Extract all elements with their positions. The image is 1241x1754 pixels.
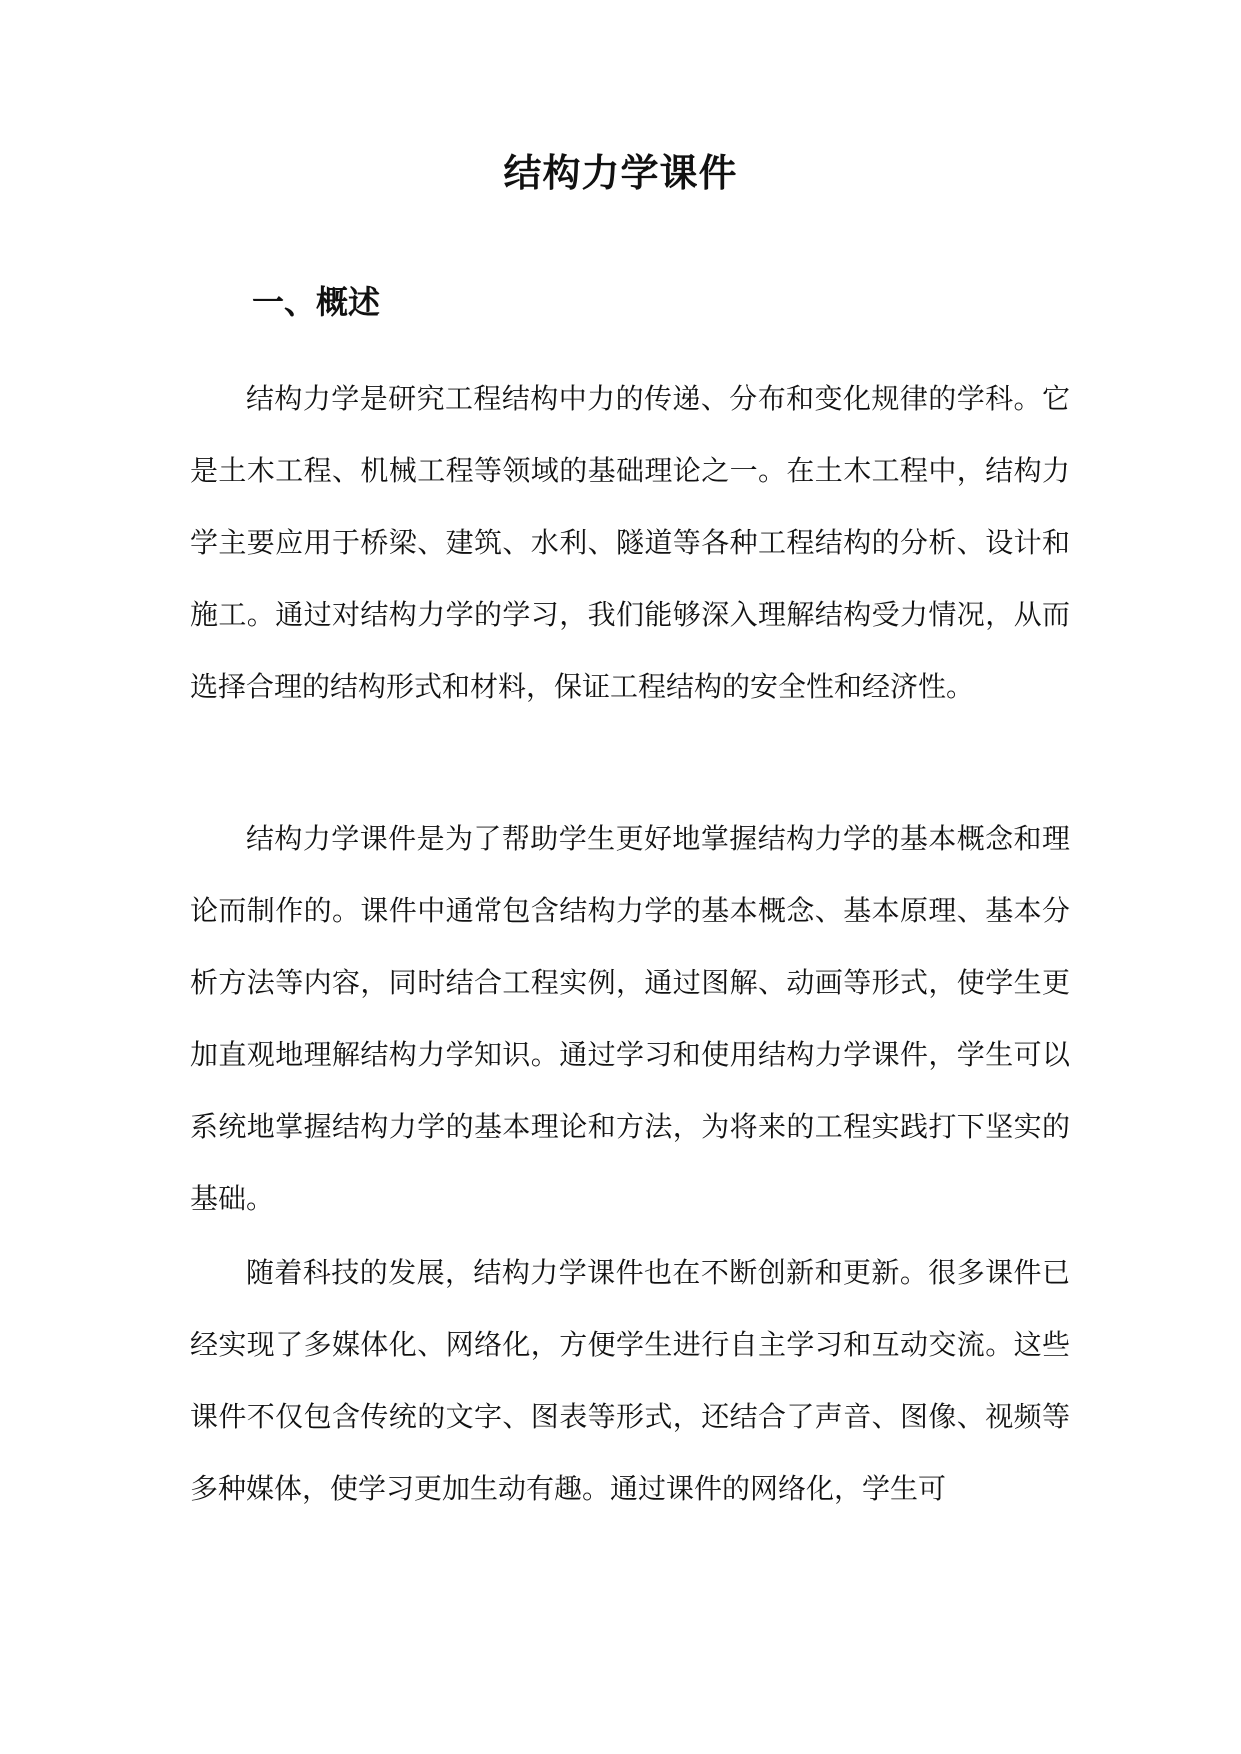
section-heading: 一、概述 — [252, 283, 381, 321]
paragraph-overview-2: 结构力学课件是为了帮助学生更好地掌握结构力学的基本概念和理论而制作的。课件中通常包含结构力学的基本概念、基本原理、基本分析方法等内容，同时结合工程实例，通过图解、动画等形式，使学生更加直观地理解结构力学知识。通过学习和使用结构力学课件，学生可以系统地掌握结构力学的基本理论和方法，为将来的工程实践打下坚实的基础。 — [190, 822, 1070, 1215]
paragraph-overview-1: 结构力学是研究工程结构中力的传递、分布和变化规律的学科。它是土木工程、机械工程等领域的基础理论之一。在土木工程中，结构力学主要应用于桥梁、建筑、水利、隧道等各种工程结构的分析、设计和施工。通过对结构力学的学习，我们能够深入理解结构受力情况，从而选择合理的结构形式和材料，保证工程结构的安全性和经济性。 — [190, 382, 1070, 703]
page-title: 结构力学课件 — [503, 151, 738, 195]
paragraph-overview-3: 随着科技的发展，结构力学课件也在不断创新和更新。很多课件已经实现了多媒体化、网络化，方便学生进行自主学习和互动交流。这些课件不仅包含传统的文字、图表等形式，还结合了声音、图像、视频等多种媒体，使学习更加生动有趣。通过课件的网络化，学生可 — [190, 1256, 1070, 1505]
